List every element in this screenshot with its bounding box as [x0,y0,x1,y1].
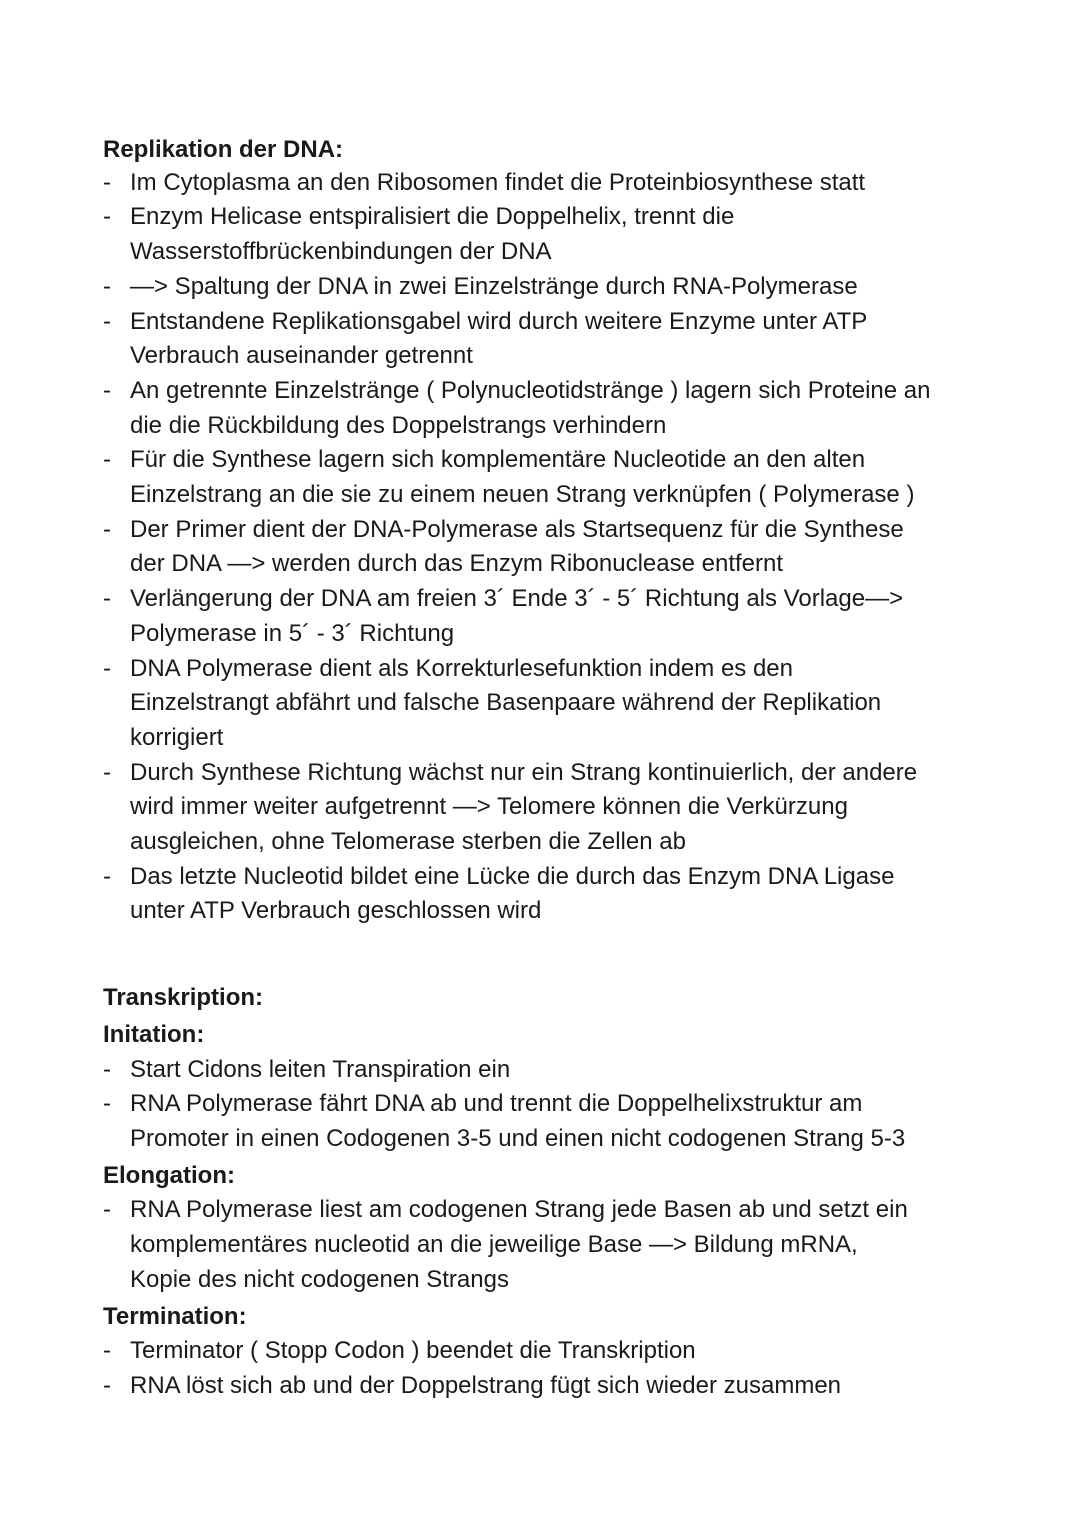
replikation-list [103,166,1003,929]
list-item [103,1087,1003,1156]
bullet-dash: - [103,307,111,335]
list-item-text: Start Cidons leiten Transpiration ein [130,1055,511,1083]
section-heading-replikation: Replikation der DNA: [103,136,344,163]
initiation-list [103,1053,1003,1157]
section-spacer [103,929,1003,981]
bullet-dash: - [103,168,111,196]
list-item [103,305,1003,374]
bullet-dash: - [103,1371,111,1399]
list-item-text: —> Spaltung der DNA in zwei Einzelstränge durch RNA-Polymerase [130,272,858,300]
list-item [103,513,1003,582]
bullet-dash: - [103,1337,111,1365]
bullet-dash: - [103,654,111,682]
document-page [103,133,1003,1404]
list-item [103,860,1003,929]
list-item-text: An getrennte Einzelstränge ( Polynucleotidstränge ) lagern sich Proteine an die die Rückbildung des Doppelstrangs verhindern [130,376,931,439]
bullet-dash: - [103,585,111,613]
bullet-dash: - [103,376,111,404]
subheading-termination: Termination: [103,1302,247,1330]
section-heading-transkription: Transkription: [103,984,264,1012]
bullet-dash: - [103,1090,111,1118]
list-item [103,756,1003,860]
list-item [103,1369,1003,1404]
bullet-dash: - [103,272,111,300]
bullet-dash: - [103,1055,111,1083]
subheading-initiation: Initation: [103,1020,205,1048]
list-item-text: Im Cytoplasma an den Ribosomen findet die Proteinbiosynthese statt [130,168,866,196]
bullet-dash: - [103,515,111,543]
list-item [103,200,1003,269]
list-item-text: Verlängerung der DNA am freien 3´ Ende 3´ - 5´ Richtung als Vorlage—> Polymerase in 5´ - 3´ Richtung [130,585,904,647]
bullet-dash: - [103,862,111,890]
list-item [103,374,1003,443]
list-item-text: Für die Synthese lagern sich komplementäre Nucleotide an den alten Einzelstrang an die sie zu einem neuen Strang verknüpfen ( Polymerase ) [130,446,915,509]
elongation-list [103,1193,1003,1297]
list-item [103,270,1003,305]
list-item [103,1334,1003,1369]
list-item [103,443,1003,512]
list-item [103,166,1003,201]
list-item [103,1053,1003,1088]
list-item-text: Entstandene Replikationsgabel wird durch weitere Enzyme unter ATP Verbrauch auseinander getrennt [130,307,868,370]
list-item-text: Enzym Helicase entspiralisiert die Doppelhelix, trennt die Wasserstoffbrückenbindungen der DNA [130,203,735,266]
list-item-text: Das letzte Nucleotid bildet eine Lücke die durch das Enzym DNA Ligase unter ATP Verbrauch geschlossen wird [130,862,895,925]
list-item [103,652,1003,756]
list-item-text: Terminator ( Stopp Codon ) beendet die Transkription [130,1337,696,1365]
subheading-elongation: Elongation: [103,1161,235,1189]
list-item-text: DNA Polymerase dient als Korrekturlesefunktion indem es den Einzelstrangt abfährt und falsche Basenpaare während der Replikation korrigiert [130,654,882,751]
bullet-dash: - [103,203,111,231]
list-item-text: RNA löst sich ab und der Doppelstrang fügt sich wieder zusammen [130,1371,842,1399]
list-item [103,1193,1003,1297]
bullet-dash: - [103,758,111,786]
list-item-text: RNA Polymerase liest am codogenen Strang jede Basen ab und setzt ein komplementäres nucleotid an die jeweilige Base —> Bildung mRNA, Kopie des nicht codogenen Strangs [130,1196,908,1293]
bullet-dash: - [103,446,111,474]
termination-list [103,1334,1003,1403]
bullet-dash: - [103,1196,111,1224]
list-item-text: Der Primer dient der DNA-Polymerase als Startsequenz für die Synthese der DNA —> werden durch das Enzym Ribonuclease entfernt [130,515,904,578]
list-item-text: RNA Polymerase fährt DNA ab und trennt die Doppelhelixstruktur am Promoter in einen Codogenen 3-5 und einen nicht codogenen Strang 5-3 [130,1090,906,1152]
list-item-text: Durch Synthese Richtung wächst nur ein Strang kontinuierlich, der andere wird immer weiter aufgetrennt —> Telomere können die Verkürzung ausgleichen, ohne Telomerase sterben die Zellen ab [130,758,918,856]
list-item [103,582,1003,651]
